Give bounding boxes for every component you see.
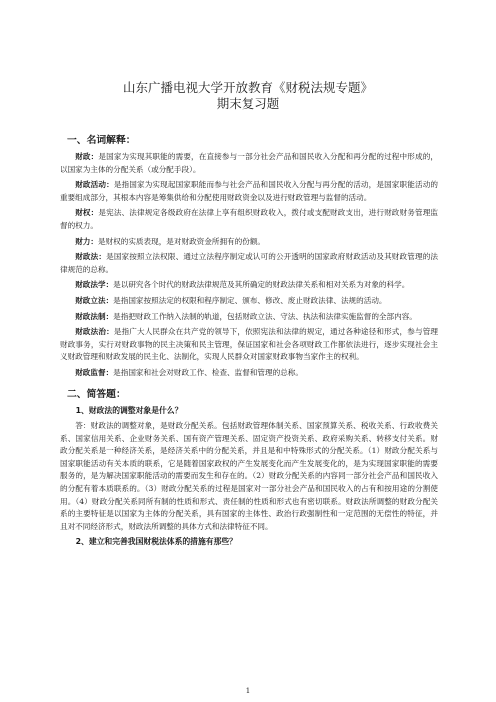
term-separator: ： bbox=[98, 252, 107, 262]
term-entry bbox=[60, 207, 438, 232]
term-separator: ： bbox=[105, 311, 114, 321]
term-definition: 是宪法、法律规定各级政府在法律上享有组织财政收入，拨付或支配财政支出，进行财政财务管理监督的权力。 bbox=[60, 208, 439, 230]
term-definition: 是财权的实质表现，是对财政资金所拥有的份额。 bbox=[97, 236, 266, 246]
term-definition: 是国家为实现其职能的需要，在直接参与一部分社会产品和国民收入分配和再分配的过程中形成的，以国家为主体的分配关系（或分配手段）。 bbox=[60, 152, 439, 174]
document-title: 山东广播电视大学开放教育《财税法规专题》 bbox=[122, 80, 373, 95]
term-separator: ： bbox=[105, 367, 114, 377]
term-label: 财政法学 bbox=[75, 280, 106, 290]
term-entry bbox=[60, 251, 438, 276]
term-label: 财政监督 bbox=[75, 367, 106, 377]
term-label: 财政 bbox=[75, 152, 91, 161]
term-separator: ： bbox=[90, 208, 99, 218]
term-entry bbox=[60, 367, 438, 380]
section-heading-definitions: 一、名词解释： bbox=[67, 135, 136, 146]
term-separator: ： bbox=[106, 327, 114, 337]
term-separator: ： bbox=[105, 295, 114, 305]
term-definition: 是指广大人民群众在共产党的领导下，依照宪法和法律的规定，通过各种途径和形式，参与管理财政事务，实行对财政事物的民主决策和民主管理，保证国家和社会各项财政工作都依法进行，逐步实现社会主义财政管理和财政发展的民主化、法制化，实现人民群众对国家财政事物当家作主的权利。 bbox=[60, 327, 439, 362]
term-definition: 是以研究各个时代的财政法律规范及其所确定的财政法律关系和相对关系为对象的科学。 bbox=[113, 280, 410, 290]
term-separator: ： bbox=[105, 280, 114, 290]
term-entry bbox=[60, 236, 438, 249]
term-label: 财政法 bbox=[75, 252, 99, 262]
term-definition: 是指国家和社会对财政工作、检查、监督和管理的总称。 bbox=[113, 367, 303, 377]
term-label: 财政活动 bbox=[75, 180, 107, 190]
term-entry bbox=[60, 151, 438, 176]
term-entry bbox=[60, 179, 438, 204]
term-entry bbox=[60, 279, 438, 292]
term-label: 财政法制 bbox=[75, 311, 106, 321]
term-label: 财政法治 bbox=[75, 327, 107, 337]
term-entry bbox=[60, 295, 438, 308]
term-label: 财权 bbox=[75, 208, 91, 218]
term-definition: 是指把财政工作纳入法制的轨道，包括财政立法、守法、执法和法律实施监督的全部内容。 bbox=[113, 311, 417, 321]
term-definition: 是指国家为实现起国家职能而参与社会产品和国民收入分配与再分配的活动，是国家职能活动的重要组成部分，其根本内容是筹集供给和分配使用财政资金以及进行财政管理与监督的活动。 bbox=[60, 180, 439, 202]
term-separator: ： bbox=[90, 152, 99, 161]
question-1: 1、财政法的调整对象是什么？ bbox=[75, 405, 183, 415]
term-separator: ： bbox=[106, 180, 114, 190]
term-label: 财政立法 bbox=[75, 295, 106, 305]
term-label: 财力 bbox=[75, 236, 91, 246]
document-subtitle: 期末复习题 bbox=[216, 96, 280, 111]
term-definition: 是国家按照立法权限、通过立法程序制定或认可的公开透明的国家政府财政活动及其财政管理的法律规范的总称。 bbox=[60, 252, 439, 274]
section-heading-short-answer: 二、简答题： bbox=[67, 388, 126, 400]
answer-1: 答：财政法的调整对象，是财政分配关系。包括财政管理体制关系、国家预算关系、税收关系、行政收费关系、国家信用关系、企业财务关系、国有资产管理关系、固定资产投资关系、政府采购关系、转移支付关系。财政分配关系是一种经济关系，是经济关系中的分配关系，并且是和中特殊形式的分配关系。（1）财政分配关系与国家职能活动有关本质的联系，它是随着国家政权的产生发展变化而产生发展变化的，是为实现国家职能的需要服务的，是为解决国家职能活动的需要而发生和存在的。（2）财政分配关系的内容同一部分社会产品和国民收入的分配有着本质联系的。（3）财政分配关系的过程是国家对一部分社会产品和国民收入的占有和按用途的分割使用。（4）财政分配关系同所有制的性质和形式、责任制的性质和形式也有密切联系。财政法所调整的财政分配关系的主要特征是以国家为主体的分配关系，具有国家的主体性、政治行政强制性和一定范围的无偿性的特征，并且对不同经济形式，财政法所调整的具体方式和法律特征不同。 bbox=[60, 421, 438, 531]
page-number: 1 bbox=[245, 687, 251, 695]
term-entry bbox=[60, 311, 438, 324]
term-definition: 是指国家按照法定的权限和程序制定、颁布、修改、废止财政法律、法规的活动。 bbox=[113, 295, 387, 305]
term-entry bbox=[60, 326, 438, 364]
document-body bbox=[60, 134, 438, 552]
question-2: 2、建立和完善我国财税法体系的措施有那些？ bbox=[75, 537, 237, 547]
term-separator: ： bbox=[90, 236, 98, 246]
